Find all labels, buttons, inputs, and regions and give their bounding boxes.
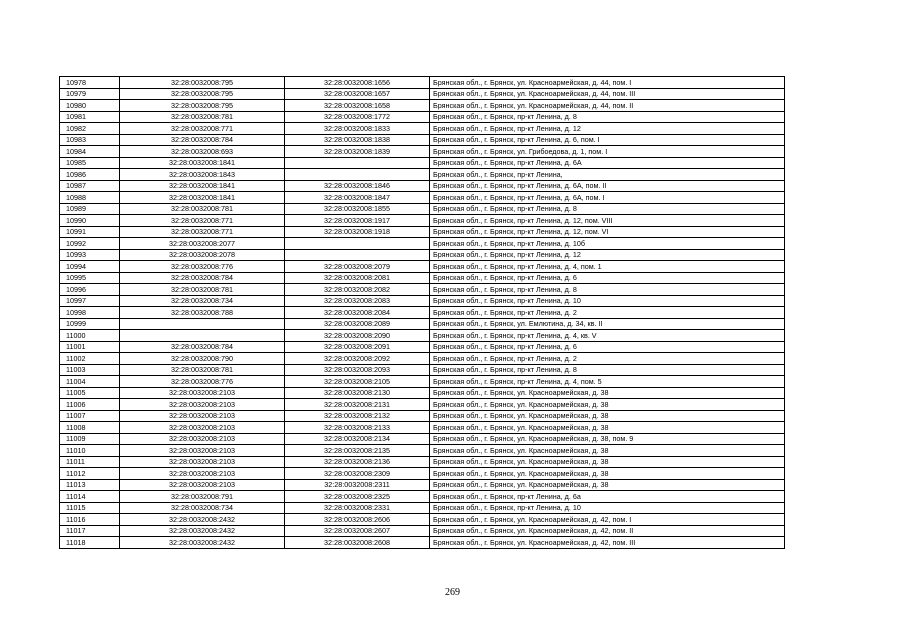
row-number-cell: 10989 — [60, 203, 120, 215]
table-row — [60, 295, 785, 307]
table-row — [60, 502, 785, 514]
table-row — [60, 77, 785, 89]
table-row — [60, 318, 785, 330]
address-cell: Брянская обл., г. Брянск, ул. Красноармейская, д. 38 — [430, 387, 785, 399]
address-cell: Брянская обл., г. Брянск, ул. Красноармейская, д. 42, пом. II — [430, 525, 785, 537]
property-registry-table — [59, 76, 785, 549]
address-cell: Брянская обл., г. Брянск, пр-кт Ленина, д. 6А, пом. I — [430, 192, 785, 204]
object-cadastral-number-cell: 32:28:0032008:2133 — [285, 422, 430, 434]
table-row — [60, 123, 785, 135]
parcel-cadastral-number-cell: 32:28:0032008:2103 — [120, 399, 285, 411]
parcel-cadastral-number-cell — [120, 318, 285, 330]
table-row — [60, 192, 785, 204]
parcel-cadastral-number-cell: 32:28:0032008:771 — [120, 123, 285, 135]
address-cell: Брянская обл., г. Брянск, пр-кт Ленина, д. 8 — [430, 111, 785, 123]
row-number-cell: 11016 — [60, 514, 120, 526]
object-cadastral-number-cell: 32:28:0032008:2130 — [285, 387, 430, 399]
row-number-cell: 11007 — [60, 410, 120, 422]
table-row — [60, 445, 785, 457]
address-cell: Брянская обл., г. Брянск, пр-кт Ленина, д. 8 — [430, 364, 785, 376]
parcel-cadastral-number-cell: 32:28:0032008:2078 — [120, 249, 285, 261]
parcel-cadastral-number-cell: 32:28:0032008:2103 — [120, 456, 285, 468]
address-cell: Брянская обл., г. Брянск, ул. Красноармейская, д. 42, пом. III — [430, 537, 785, 549]
row-number-cell: 10981 — [60, 111, 120, 123]
object-cadastral-number-cell: 32:28:0032008:2309 — [285, 468, 430, 480]
address-cell: Брянская обл., г. Брянск, пр-кт Ленина, д. 2 — [430, 307, 785, 319]
object-cadastral-number-cell: 32:28:0032008:2090 — [285, 330, 430, 342]
object-cadastral-number-cell: 32:28:0032008:2311 — [285, 479, 430, 491]
address-cell: Брянская обл., г. Брянск, пр-кт Ленина, д. 6А — [430, 157, 785, 169]
object-cadastral-number-cell: 32:28:0032008:2105 — [285, 376, 430, 388]
row-number-cell: 11015 — [60, 502, 120, 514]
row-number-cell: 10994 — [60, 261, 120, 273]
parcel-cadastral-number-cell: 32:28:0032008:795 — [120, 100, 285, 112]
parcel-cadastral-number-cell: 32:28:0032008:2103 — [120, 387, 285, 399]
parcel-cadastral-number-cell: 32:28:0032008:734 — [120, 295, 285, 307]
parcel-cadastral-number-cell: 32:28:0032008:784 — [120, 341, 285, 353]
row-number-cell: 11014 — [60, 491, 120, 503]
table-row — [60, 399, 785, 411]
table-row — [60, 88, 785, 100]
object-cadastral-number-cell: 32:28:0032008:2132 — [285, 410, 430, 422]
object-cadastral-number-cell: 32:28:0032008:2081 — [285, 272, 430, 284]
parcel-cadastral-number-cell: 32:28:0032008:2077 — [120, 238, 285, 250]
parcel-cadastral-number-cell: 32:28:0032008:1841 — [120, 180, 285, 192]
row-number-cell: 10993 — [60, 249, 120, 261]
object-cadastral-number-cell: 32:28:0032008:2606 — [285, 514, 430, 526]
parcel-cadastral-number-cell: 32:28:0032008:2432 — [120, 537, 285, 549]
address-cell: Брянская обл., г. Брянск, пр-кт Ленина, д. 12, пом. VIII — [430, 215, 785, 227]
parcel-cadastral-number-cell: 32:28:0032008:781 — [120, 203, 285, 215]
parcel-cadastral-number-cell: 32:28:0032008:791 — [120, 491, 285, 503]
parcel-cadastral-number-cell: 32:28:0032008:2432 — [120, 514, 285, 526]
object-cadastral-number-cell: 32:28:0032008:2079 — [285, 261, 430, 273]
address-cell: Брянская обл., г. Брянск, пр-кт Ленина, д. 2 — [430, 353, 785, 365]
row-number-cell: 11018 — [60, 537, 120, 549]
object-cadastral-number-cell: 32:28:0032008:2089 — [285, 318, 430, 330]
table-row — [60, 226, 785, 238]
table-row — [60, 261, 785, 273]
object-cadastral-number-cell — [285, 249, 430, 261]
table-row — [60, 330, 785, 342]
row-number-cell: 10995 — [60, 272, 120, 284]
row-number-cell: 10988 — [60, 192, 120, 204]
object-cadastral-number-cell: 32:28:0032008:2608 — [285, 537, 430, 549]
object-cadastral-number-cell: 32:28:0032008:2092 — [285, 353, 430, 365]
object-cadastral-number-cell: 32:28:0032008:2084 — [285, 307, 430, 319]
parcel-cadastral-number-cell: 32:28:0032008:781 — [120, 111, 285, 123]
registry-table-body — [60, 77, 785, 549]
row-number-cell: 11004 — [60, 376, 120, 388]
table-row — [60, 514, 785, 526]
row-number-cell: 10997 — [60, 295, 120, 307]
row-number-cell: 10982 — [60, 123, 120, 135]
row-number-cell: 11001 — [60, 341, 120, 353]
address-cell: Брянская обл., г. Брянск, ул. Грибоедова, д. 1, пом. I — [430, 146, 785, 158]
object-cadastral-number-cell: 32:28:0032008:1846 — [285, 180, 430, 192]
row-number-cell: 11003 — [60, 364, 120, 376]
table-row — [60, 203, 785, 215]
table-row — [60, 456, 785, 468]
address-cell: Брянская обл., г. Брянск, пр-кт Ленина, д. 6а — [430, 491, 785, 503]
row-number-cell: 10979 — [60, 88, 120, 100]
parcel-cadastral-number-cell: 32:28:0032008:2103 — [120, 445, 285, 457]
table-row — [60, 353, 785, 365]
address-cell: Брянская обл., г. Брянск, ул. Красноармейская, д. 38 — [430, 410, 785, 422]
address-cell: Брянская обл., г. Брянск, пр-кт Ленина, д. 10 — [430, 295, 785, 307]
table-row — [60, 537, 785, 549]
row-number-cell: 10998 — [60, 307, 120, 319]
row-number-cell: 11000 — [60, 330, 120, 342]
address-cell: Брянская обл., г. Брянск, ул. Красноармейская, д. 38 — [430, 468, 785, 480]
row-number-cell: 10986 — [60, 169, 120, 181]
parcel-cadastral-number-cell: 32:28:0032008:693 — [120, 146, 285, 158]
row-number-cell: 11005 — [60, 387, 120, 399]
parcel-cadastral-number-cell: 32:28:0032008:2103 — [120, 410, 285, 422]
row-number-cell: 10999 — [60, 318, 120, 330]
address-cell: Брянская обл., г. Брянск, пр-кт Ленина, д. 8 — [430, 203, 785, 215]
address-cell: Брянская обл., г. Брянск, ул. Емлютина, д. 34, кв. II — [430, 318, 785, 330]
row-number-cell: 11011 — [60, 456, 120, 468]
row-number-cell: 10980 — [60, 100, 120, 112]
object-cadastral-number-cell: 32:28:0032008:1838 — [285, 134, 430, 146]
table-row — [60, 341, 785, 353]
table-row — [60, 491, 785, 503]
row-number-cell: 11008 — [60, 422, 120, 434]
row-number-cell: 10984 — [60, 146, 120, 158]
object-cadastral-number-cell: 32:28:0032008:2607 — [285, 525, 430, 537]
parcel-cadastral-number-cell: 32:28:0032008:771 — [120, 215, 285, 227]
row-number-cell: 11013 — [60, 479, 120, 491]
table-row — [60, 157, 785, 169]
object-cadastral-number-cell: 32:28:0032008:2136 — [285, 456, 430, 468]
parcel-cadastral-number-cell: 32:28:0032008:1841 — [120, 192, 285, 204]
parcel-cadastral-number-cell: 32:28:0032008:1841 — [120, 157, 285, 169]
address-cell: Брянская обл., г. Брянск, ул. Красноармейская, д. 38 — [430, 399, 785, 411]
row-number-cell: 11017 — [60, 525, 120, 537]
row-number-cell: 10978 — [60, 77, 120, 89]
parcel-cadastral-number-cell: 32:28:0032008:2103 — [120, 479, 285, 491]
table-row — [60, 146, 785, 158]
row-number-cell: 11012 — [60, 468, 120, 480]
table-row — [60, 410, 785, 422]
parcel-cadastral-number-cell: 32:28:0032008:784 — [120, 134, 285, 146]
object-cadastral-number-cell: 32:28:0032008:2131 — [285, 399, 430, 411]
object-cadastral-number-cell: 32:28:0032008:2091 — [285, 341, 430, 353]
object-cadastral-number-cell: 32:28:0032008:1656 — [285, 77, 430, 89]
table-row — [60, 284, 785, 296]
object-cadastral-number-cell: 32:28:0032008:2325 — [285, 491, 430, 503]
object-cadastral-number-cell: 32:28:0032008:1847 — [285, 192, 430, 204]
parcel-cadastral-number-cell — [120, 330, 285, 342]
address-cell: Брянская обл., г. Брянск, пр-кт Ленина, д. 6, пом. I — [430, 134, 785, 146]
table-row — [60, 249, 785, 261]
table-row — [60, 272, 785, 284]
row-number-cell: 11010 — [60, 445, 120, 457]
object-cadastral-number-cell: 32:28:0032008:2083 — [285, 295, 430, 307]
table-row — [60, 387, 785, 399]
address-cell: Брянская обл., г. Брянск, ул. Красноармейская, д. 38, пом. 9 — [430, 433, 785, 445]
address-cell: Брянская обл., г. Брянск, пр-кт Ленина, д. 10б — [430, 238, 785, 250]
address-cell: Брянская обл., г. Брянск, ул. Красноармейская, д. 38 — [430, 422, 785, 434]
table-row — [60, 525, 785, 537]
object-cadastral-number-cell: 32:28:0032008:2082 — [285, 284, 430, 296]
parcel-cadastral-number-cell: 32:28:0032008:2103 — [120, 422, 285, 434]
table-row — [60, 433, 785, 445]
address-cell: Брянская обл., г. Брянск, пр-кт Ленина, д. 12 — [430, 123, 785, 135]
object-cadastral-number-cell: 32:28:0032008:1658 — [285, 100, 430, 112]
parcel-cadastral-number-cell: 32:28:0032008:781 — [120, 284, 285, 296]
object-cadastral-number-cell: 32:28:0032008:2135 — [285, 445, 430, 457]
object-cadastral-number-cell: 32:28:0032008:1772 — [285, 111, 430, 123]
parcel-cadastral-number-cell: 32:28:0032008:776 — [120, 261, 285, 273]
table-row — [60, 238, 785, 250]
object-cadastral-number-cell — [285, 238, 430, 250]
row-number-cell: 10996 — [60, 284, 120, 296]
parcel-cadastral-number-cell: 32:28:0032008:790 — [120, 353, 285, 365]
address-cell: Брянская обл., г. Брянск, пр-кт Ленина, д. 12 — [430, 249, 785, 261]
table-row — [60, 307, 785, 319]
row-number-cell: 10992 — [60, 238, 120, 250]
row-number-cell: 10987 — [60, 180, 120, 192]
address-cell: Брянская обл., г. Брянск, пр-кт Ленина, д. 4, пом. 5 — [430, 376, 785, 388]
table-row — [60, 100, 785, 112]
parcel-cadastral-number-cell: 32:28:0032008:788 — [120, 307, 285, 319]
table-row — [60, 169, 785, 181]
address-cell: Брянская обл., г. Брянск, пр-кт Ленина, д. 10 — [430, 502, 785, 514]
parcel-cadastral-number-cell: 32:28:0032008:795 — [120, 88, 285, 100]
address-cell: Брянская обл., г. Брянск, ул. Красноармейская, д. 44, пом. III — [430, 88, 785, 100]
table-row — [60, 134, 785, 146]
row-number-cell: 10990 — [60, 215, 120, 227]
table-row — [60, 180, 785, 192]
table-row — [60, 422, 785, 434]
address-cell: Брянская обл., г. Брянск, ул. Красноармейская, д. 38 — [430, 479, 785, 491]
parcel-cadastral-number-cell: 32:28:0032008:781 — [120, 364, 285, 376]
address-cell: Брянская обл., г. Брянск, пр-кт Ленина, д. 12, пом. VI — [430, 226, 785, 238]
row-number-cell: 10991 — [60, 226, 120, 238]
table-row — [60, 215, 785, 227]
table-row — [60, 479, 785, 491]
address-cell: Брянская обл., г. Брянск, пр-кт Ленина, д. 6А, пом. II — [430, 180, 785, 192]
object-cadastral-number-cell: 32:28:0032008:2093 — [285, 364, 430, 376]
object-cadastral-number-cell: 32:28:0032008:2331 — [285, 502, 430, 514]
object-cadastral-number-cell: 32:28:0032008:1833 — [285, 123, 430, 135]
parcel-cadastral-number-cell: 32:28:0032008:784 — [120, 272, 285, 284]
object-cadastral-number-cell: 32:28:0032008:1917 — [285, 215, 430, 227]
address-cell: Брянская обл., г. Брянск, пр-кт Ленина, д. 6 — [430, 272, 785, 284]
parcel-cadastral-number-cell: 32:28:0032008:2103 — [120, 468, 285, 480]
object-cadastral-number-cell: 32:28:0032008:1855 — [285, 203, 430, 215]
address-cell: Брянская обл., г. Брянск, пр-кт Ленина, д. 4, пом. 1 — [430, 261, 785, 273]
object-cadastral-number-cell: 32:28:0032008:1657 — [285, 88, 430, 100]
address-cell: Брянская обл., г. Брянск, пр-кт Ленина, д. 4, кв. V — [430, 330, 785, 342]
row-number-cell: 11009 — [60, 433, 120, 445]
object-cadastral-number-cell: 32:28:0032008:1839 — [285, 146, 430, 158]
row-number-cell: 11006 — [60, 399, 120, 411]
address-cell: Брянская обл., г. Брянск, пр-кт Ленина, д. 6 — [430, 341, 785, 353]
table-row — [60, 111, 785, 123]
row-number-cell: 11002 — [60, 353, 120, 365]
address-cell: Брянская обл., г. Брянск, ул. Красноармейская, д. 38 — [430, 456, 785, 468]
table-row — [60, 468, 785, 480]
address-cell: Брянская обл., г. Брянск, ул. Красноармейская, д. 38 — [430, 445, 785, 457]
parcel-cadastral-number-cell: 32:28:0032008:771 — [120, 226, 285, 238]
object-cadastral-number-cell: 32:28:0032008:1918 — [285, 226, 430, 238]
object-cadastral-number-cell: 32:28:0032008:2134 — [285, 433, 430, 445]
address-cell: Брянская обл., г. Брянск, пр-кт Ленина, д. 8 — [430, 284, 785, 296]
object-cadastral-number-cell — [285, 157, 430, 169]
row-number-cell: 10983 — [60, 134, 120, 146]
table-row — [60, 364, 785, 376]
row-number-cell: 10985 — [60, 157, 120, 169]
parcel-cadastral-number-cell: 32:28:0032008:795 — [120, 77, 285, 89]
parcel-cadastral-number-cell: 32:28:0032008:2432 — [120, 525, 285, 537]
parcel-cadastral-number-cell: 32:28:0032008:776 — [120, 376, 285, 388]
parcel-cadastral-number-cell: 32:28:0032008:734 — [120, 502, 285, 514]
parcel-cadastral-number-cell: 32:28:0032008:1843 — [120, 169, 285, 181]
address-cell: Брянская обл., г. Брянск, ул. Красноармейская, д. 44, пом. I — [430, 77, 785, 89]
object-cadastral-number-cell — [285, 169, 430, 181]
address-cell: Брянская обл., г. Брянск, пр-кт Ленина, — [430, 169, 785, 181]
table-row — [60, 376, 785, 388]
page-number: 269 — [445, 587, 460, 598]
address-cell: Брянская обл., г. Брянск, ул. Красноармейская, д. 44, пом. II — [430, 100, 785, 112]
address-cell: Брянская обл., г. Брянск, ул. Красноармейская, д. 42, пом. I — [430, 514, 785, 526]
parcel-cadastral-number-cell: 32:28:0032008:2103 — [120, 433, 285, 445]
